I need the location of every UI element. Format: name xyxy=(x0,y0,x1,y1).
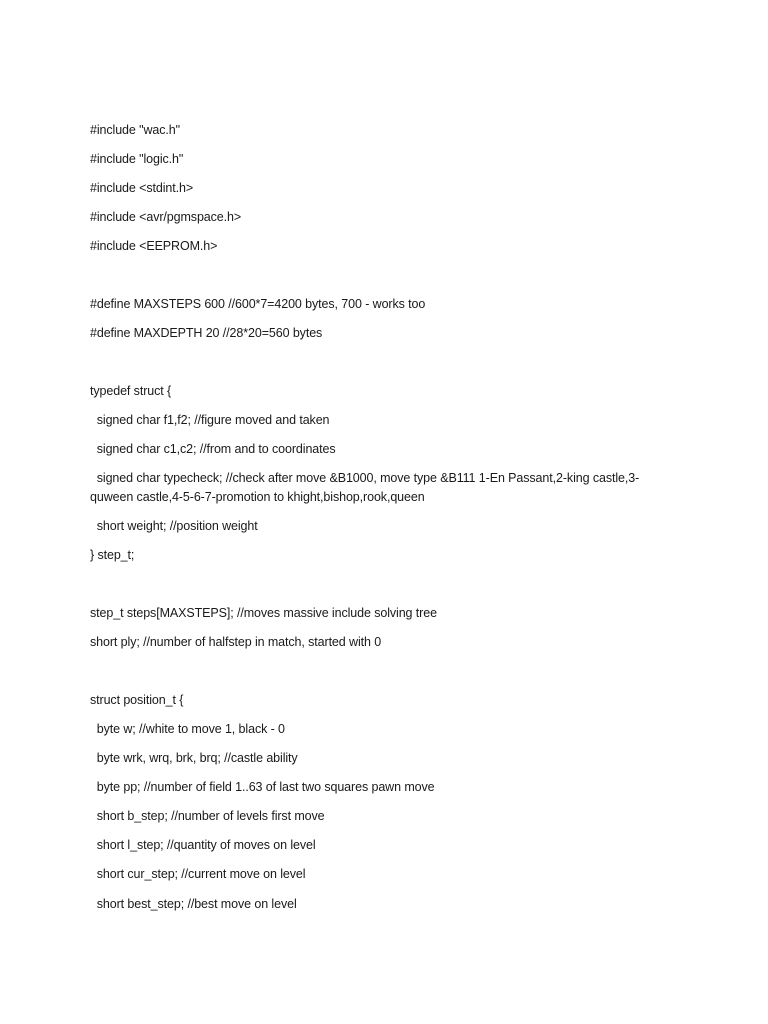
code-line-typecheck: signed char typecheck; //check after move &B1000, move type &B111 1-En Passant,2-king castle,3-quween castle,4-5-6-7-promotion to khight,bishop,rook,queen xyxy=(90,471,640,504)
code-line-f1-f2: signed char f1,f2; //figure moved and taken xyxy=(90,413,330,427)
code-line-b-step: short b_step; //number of levels first move xyxy=(90,809,325,823)
code-line-castle-ability: byte wrk, wrq, brk, brq; //castle ability xyxy=(90,751,298,765)
code-line-include-wac: #include "wac.h" xyxy=(90,123,180,137)
code-line-typedef-struct: typedef struct { xyxy=(90,384,172,398)
code-line-weight: short weight; //position weight xyxy=(90,519,258,533)
code-line-cur-step: short cur_step; //current move on level xyxy=(90,867,306,881)
code-line-struct-position: struct position_t { xyxy=(90,693,184,707)
code-line-include-stdint: #include <stdint.h> xyxy=(90,181,194,195)
code-line-define-maxsteps: #define MAXSTEPS 600 //600*7=4200 bytes, 700 - works too xyxy=(90,297,426,311)
code-line-include-eeprom: #include <EEPROM.h> xyxy=(90,239,218,253)
code-line-c1-c2: signed char c1,c2; //from and to coordinates xyxy=(90,442,336,456)
code-line-l-step: short l_step; //quantity of moves on level xyxy=(90,838,316,852)
code-line-steps-array: step_t steps[MAXSTEPS]; //moves massive include solving tree xyxy=(90,606,437,620)
code-line-include-pgmspace: #include <avr/pgmspace.h> xyxy=(90,210,242,224)
code-line-byte-pp: byte pp; //number of field 1..63 of last two squares pawn move xyxy=(90,780,435,794)
code-line-include-logic: #include "logic.h" xyxy=(90,152,184,166)
code-line-byte-w: byte w; //white to move 1, black - 0 xyxy=(90,722,285,736)
code-line-step-t-close: } step_t; xyxy=(90,548,135,562)
code-line-define-maxdepth: #define MAXDEPTH 20 //28*20=560 bytes xyxy=(90,326,323,340)
code-line-best-step: short best_step; //best move on level xyxy=(90,897,297,911)
code-line-ply: short ply; //number of halfstep in match, started with 0 xyxy=(90,635,382,649)
